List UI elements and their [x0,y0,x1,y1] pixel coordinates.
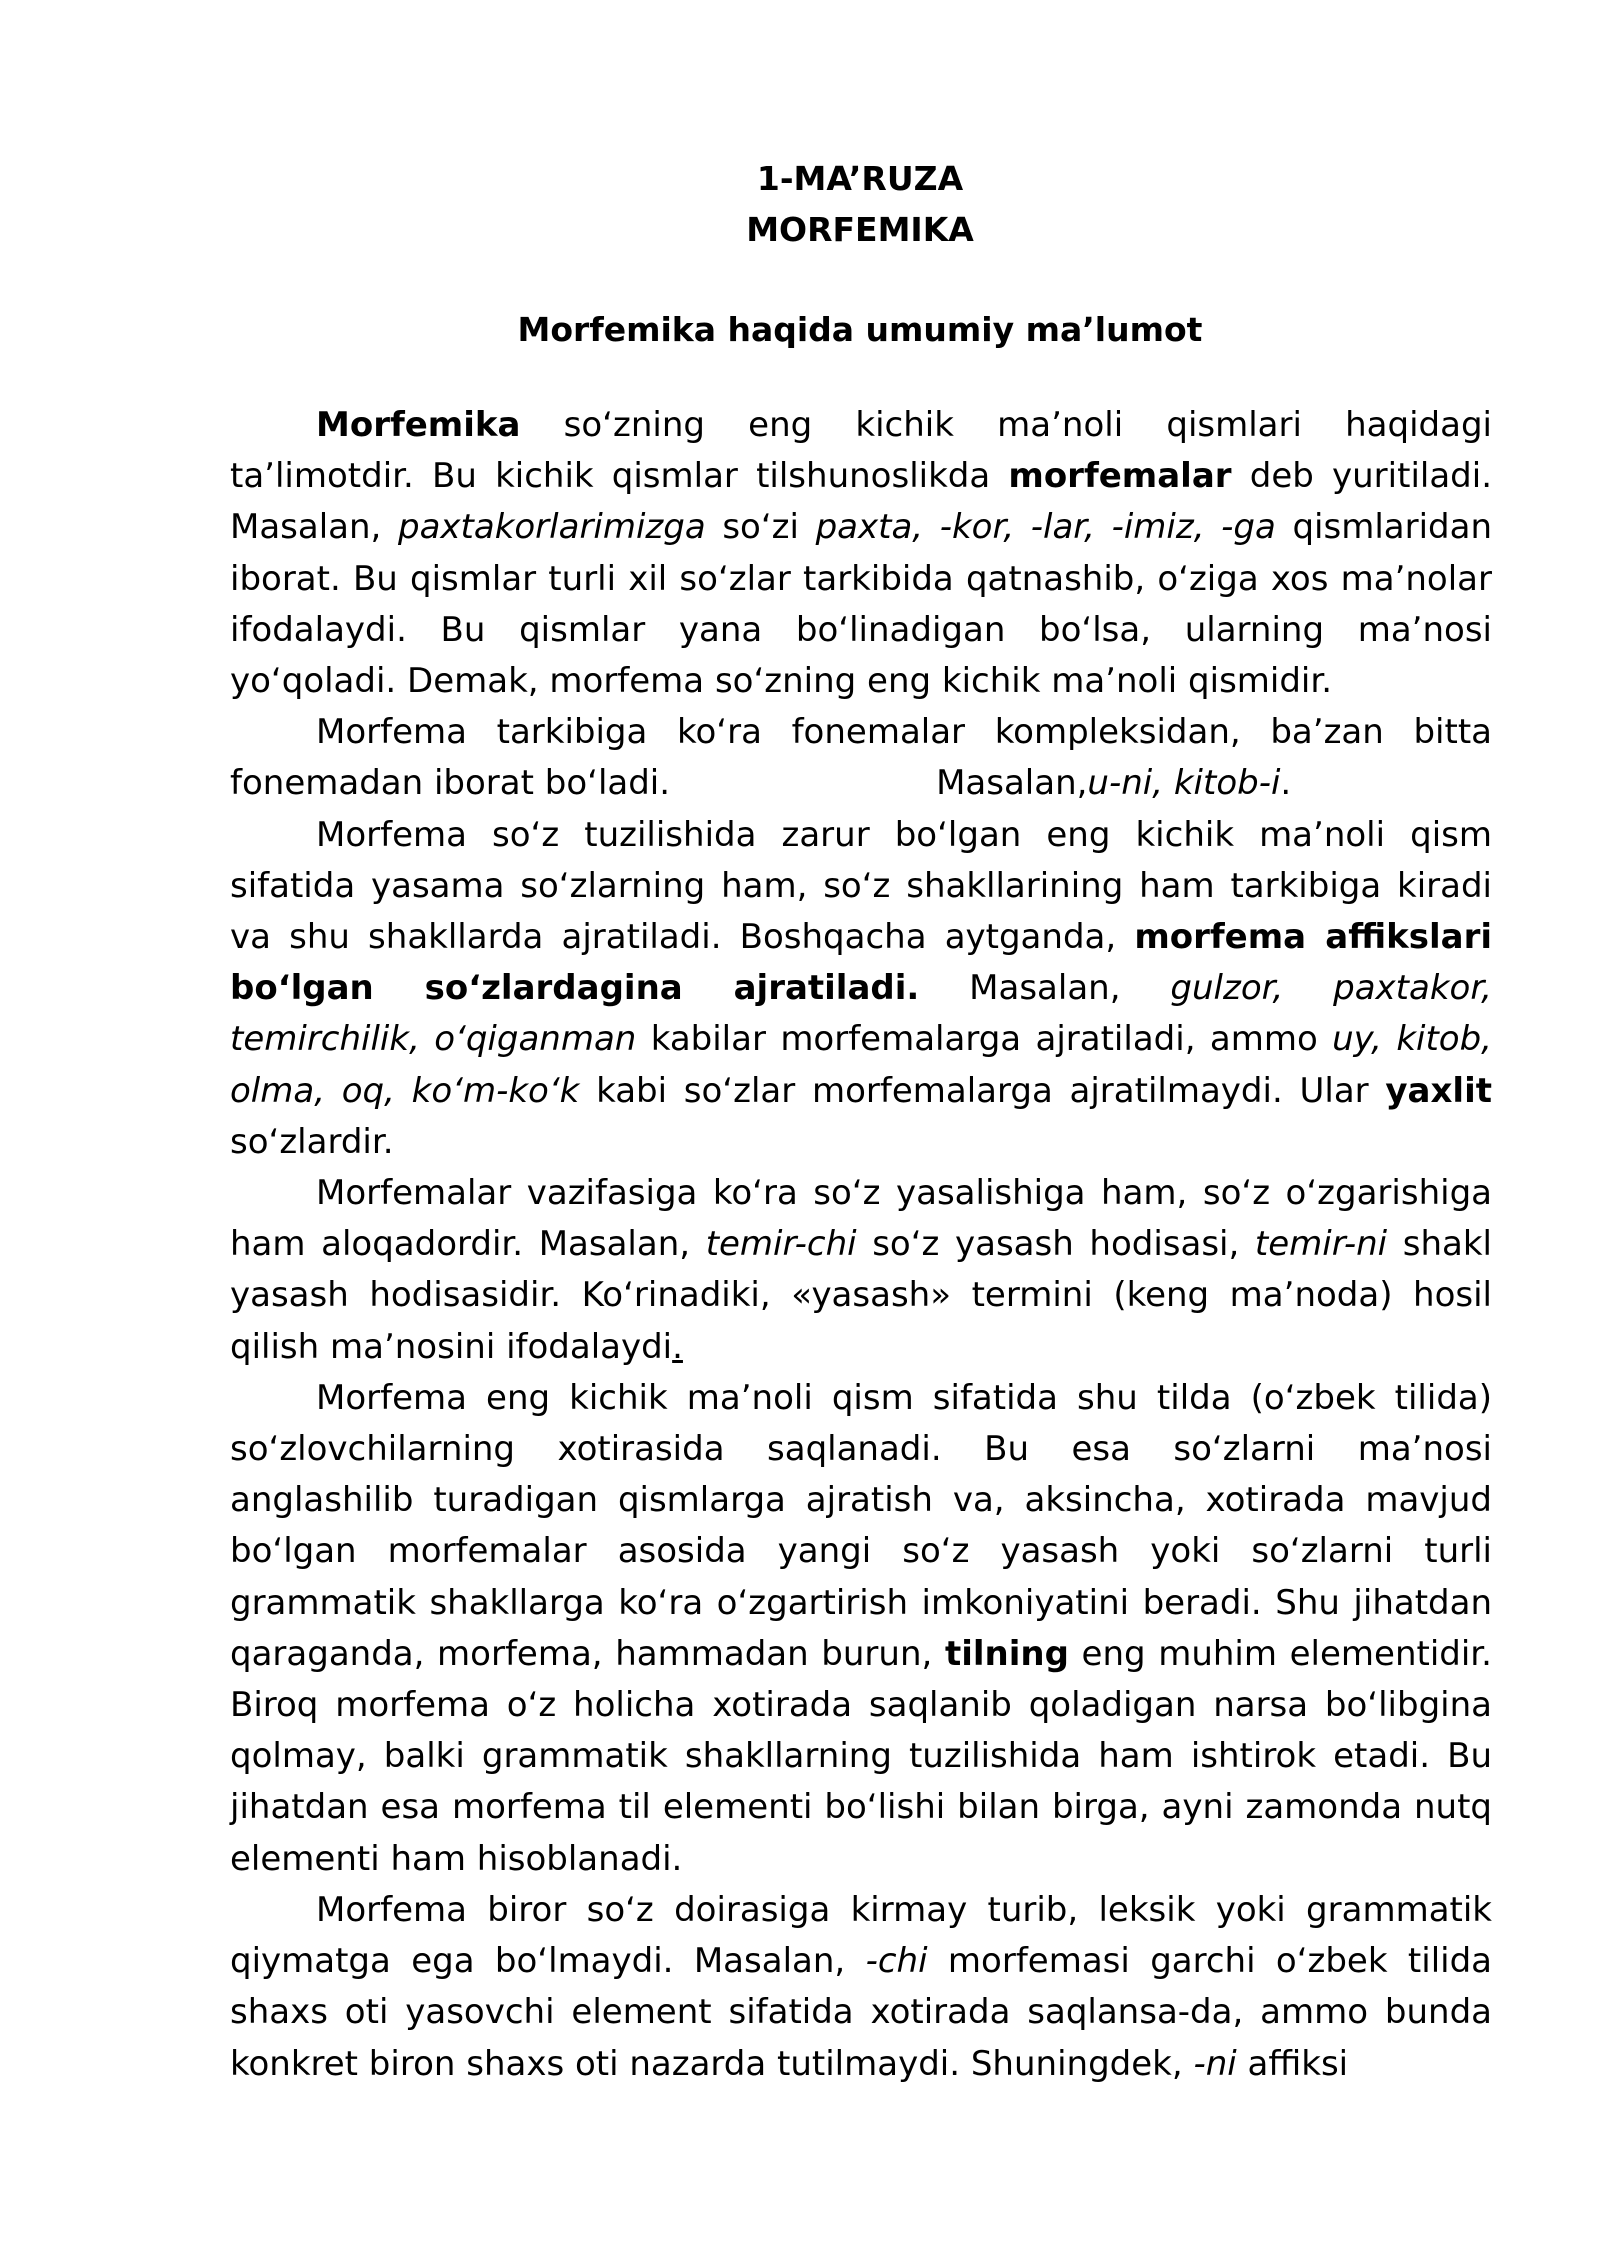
text-run: deb yuritiladi. Masalan, [230,456,1493,548]
text-run: so‘zlardir. [230,1121,394,1162]
text-run: qismlaridan iborat. Bu qismlar turli xil so‘zlar tarkibida qatnashib, o‘ziga xos ma’nolar ifodalaydi. Bu qismlar yana bo‘linadigan bo‘lsa, ularning ma’nosi yo‘qoladi. Demak, morfema so‘zning eng kichik ma’noli qismidir. [230,507,1492,702]
term-morfemalar: morfemalar [1008,456,1232,497]
text-run: eng muhim elementidir. Biroq morfema o‘z holicha xotirada saqlanib qoladigan narsa bo‘libgina qolmay, balki grammatik shakllarning tuzilishida ham ishtirok etadi. Bu jihatdan esa morfema til elementi bo‘lishi bilan birga, ayni zamonda nutq elementi ham hisoblanadi. [230,1633,1492,1879]
example-word: temir-ni [1254,1224,1388,1265]
text-run: Morfema biror so‘z doirasiga kirmay turib, leksik yoki grammatik qiymatga ega bo‘lmaydi. Masalan, [230,1889,1492,1982]
text-run: . [1280,763,1292,804]
section-title: Morfemika haqida umumiy ma’lumot [517,310,1203,349]
text-run: Morfemalar vazifasiga ko‘ra so‘z yasalishiga ham, so‘z o‘zgarishiga ham aloqadordir. Masalan, [230,1173,1492,1265]
paragraph-6 [230,1885,1492,2090]
paragraph-1 [230,400,1492,707]
text-run: morfemasi garchi o‘zbek tilida shaxs oti yasovchi element sifatida xotirada saqlansa-da, ammo bunda konkret biron shaxs oti nazarda tutilmaydi. Shuningdek, [230,1941,1492,2084]
text-run: Morfema tarkibiga ko‘ra fonemalar kompleksidan, ba’zan bitta fonemadan iborat bo‘ladi. [230,712,1492,804]
paragraph-4 [230,1168,1492,1373]
example-word: temir-chi [705,1224,857,1265]
lecture-title: MORFEMIKA [746,210,974,249]
example-words: uy, kitob, olma, oq, ko‘m-ko‘k [230,1019,1492,1111]
term-tilning: tilning [944,1633,1069,1674]
underlined-period: . [672,1326,683,1367]
example-affix: -chi [865,1941,928,1982]
example-words: gulzor, paxtakor, temirchilik, o‘qiganman [230,968,1492,1060]
example-words: u-ni, kitob-i [1087,763,1281,804]
text-run: so‘zi [705,507,816,548]
lecture-number: 1-MA’RUZA [756,159,964,198]
text-run: Morfema eng kichik ma’noli qism sifatida shu tilda (o‘zbek tilida) so‘zlovchilarning xotirasida saqlanadi. Bu esa so‘zlarni ma’nosi anglashilib turadigan qismlarga ajratish va, aksincha, xotirada mavjud bo‘lgan morfemalar asosida yangi so‘z yasash yoki so‘zlarni turli grammatik shakllarga ko‘ra o‘zgartirish imkoniyatini beradi. Shu jihatdan qaraganda, morfema, hammadan burun, [230,1377,1492,1674]
paragraph-5 [230,1373,1492,1885]
text-run: affiksi [1236,2043,1349,2084]
paragraph-2 [230,707,1492,809]
example-word: paxtakorlarimizga [397,507,706,548]
example-affix: -ni [1193,2043,1237,2084]
text-run: Morfema so‘z tuzilishida zarur bo‘lgan eng kichik ma’noli qism sifatida yasama so‘zlarning ham, so‘z shakllarining ham tarkibiga kiradi va shu shakllarda ajratiladi. Boshqacha aytganda, [230,814,1492,958]
term-yaxlit: yaxlit [1385,1070,1492,1111]
text-run: shakl yasash hodisasidir. Ko‘rinadiki, «yasash» termini (keng ma’noda) hosil qilish ma’nosini ifodalaydi [230,1224,1492,1367]
term-morfemika: Morfemika [316,405,521,445]
text-run: kabi so‘zlar morfemalarga ajratilmaydi. Ular [579,1070,1386,1111]
example-parts: paxta, -kor, -lar, -imiz, -ga [815,507,1276,548]
bold-statement: morfema affikslari bo‘lgan so‘zlardagina ajratiladi. [230,917,1492,1009]
body-text [230,400,1492,2090]
paragraph-3 [230,810,1492,1168]
text-run: so‘z yasash hodisasi, [856,1224,1255,1265]
text-run: Masalan, [936,763,1088,804]
text-run: Masalan, [919,968,1171,1009]
text-run: kabilar morfemalarga ajratiladi, ammo [636,1019,1333,1060]
text-run: so‘zning eng kichik ma’noli qismlari haqidagi ta’limotdir. Bu kichik qismlar tilshunoslikda [230,405,1492,497]
